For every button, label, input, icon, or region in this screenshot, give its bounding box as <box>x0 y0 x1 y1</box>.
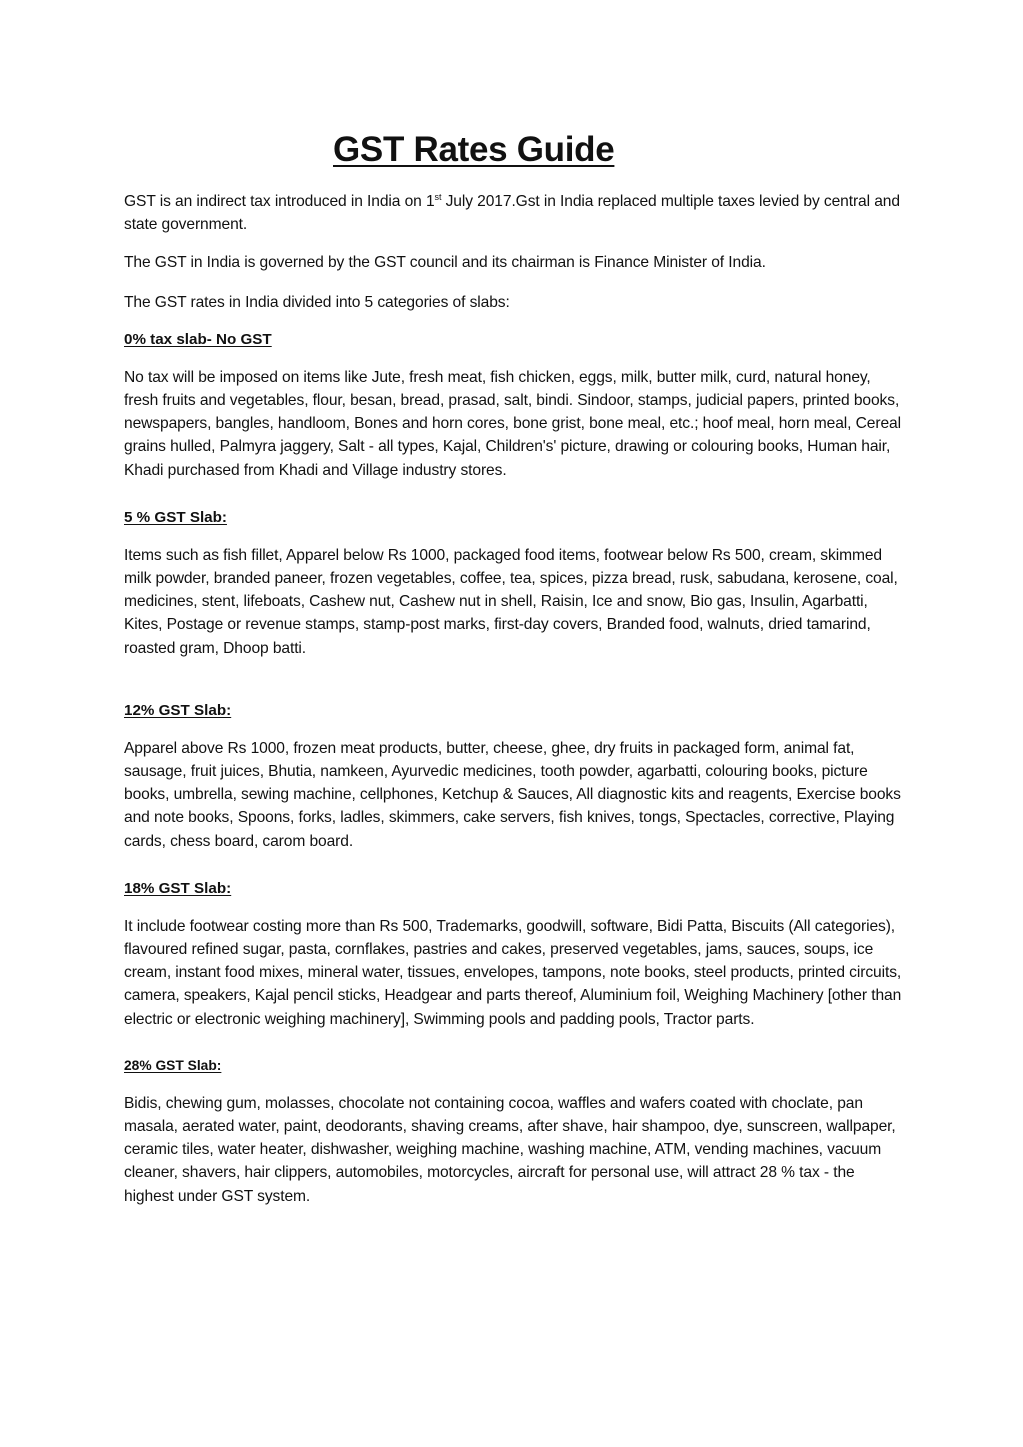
slab-heading-28-percent: 28% GST Slab: <box>124 1057 222 1073</box>
intro-text-continued: July 2017.Gst in India replaced multiple taxes levied by central and state government. <box>124 193 900 234</box>
slab-heading-0-percent: 0% tax slab- No GST <box>124 330 272 348</box>
slab-body-28-percent: Bidis, chewing gum, molasses, chocolate not containing cocoa, waffles and wafers coated with choclate, pan masala, aerated water, paint, deodorants, shaving creams, after shave, hair shampoo, dye, sunscreen, wallpaper, ceramic tiles, water heater, dishwasher, weighing machine, washing machine, ATM, vending machines, vacuum cleaner, shavers, hair clippers, automobiles, motorcycles, aircraft for personal use, will attract 28 % tax - the highest under GST system. <box>124 1094 896 1205</box>
ordinal-superscript: st <box>434 191 442 202</box>
categories-intro-paragraph: The GST rates in India divided into 5 categories of slabs: <box>124 293 510 311</box>
slab-body-18-percent: It include footwear costing more than Rs 500, Trademarks, goodwill, software, Bidi Patta, Biscuits (All categories), flavoured refined sugar, pasta, cornflakes, pastries and cakes, preserved vegetables, jams, sauces, soups, ice cream, instant food mixes, mineral water, tissues, envelopes, tampons, note books, steel products, printed circuits, camera, speakers, Kajal pencil sticks, Headgear and parts thereof, Aluminium foil, Weighing Machinery [other than electric or electronic weighing machinery], Swimming pools and padding pools, Tractor parts. <box>124 917 902 1028</box>
slab-heading-5-percent: 5 % GST Slab: <box>124 508 227 526</box>
page-title: GST Rates Guide <box>333 130 615 169</box>
council-paragraph: The GST in India is governed by the GST council and its chairman is Finance Minister of India. <box>124 254 766 272</box>
slab-heading-18-percent: 18% GST Slab: <box>124 879 232 897</box>
slab-body-0-percent: No tax will be imposed on items like Jute, fresh meat, fish chicken, eggs, milk, butter milk, curd, natural honey, fresh fruits and vegetables, flour, besan, bread, prasad, salt, bindi. Sindoor, stamps, judicial papers, printed books, newspapers, bangles, handloom, Bones and horn cores, bone grist, bone meal, etc.; hoof meal, horn meal, Cereal grains hulled, Palmyra jaggery, Salt - all types, Kajal, Children's' picture, drawing or colouring books, Human hair, Khadi purchased from Khadi and Village industry stores. <box>124 368 901 479</box>
intro-paragraph <box>124 190 904 236</box>
slab-body-12-percent: Apparel above Rs 1000, frozen meat products, butter, cheese, ghee, dry fruits in packaged form, animal fat, sausage, fruit juices, Bhutia, namkeen, Ayurvedic medicines, tooth powder, agarbatti, colouring books, picture books, umbrella, sewing machine, cellphones, Ketchup & Sauces, All diagnostic kits and reagents, Exercise books and note books, Spoons, forks, ladles, skimmers, cake servers, fish knives, tongs, Spectacles, corrective, Playing cards, chess board, carom board. <box>124 739 901 850</box>
slab-body-5-percent: Items such as fish fillet, Apparel below Rs 1000, packaged food items, footwear below Rs 500, cream, skimmed milk powder, branded paneer, frozen vegetables, coffee, tea, spices, pizza bread, rusk, sabudana, kerosene, coal, medicines, stent, lifeboats, Cashew nut, Cashew nut in shell, Raisin, Ice and snow, Bio gas, Insulin, Agarbatti, Kites, Postage or revenue stamps, stamp-post marks, first-day covers, Branded food, walnuts, dried tamarind, roasted gram, Dhoop batti. <box>124 546 898 657</box>
intro-text: GST is an indirect tax introduced in India on 1 <box>124 193 435 210</box>
document-page <box>124 126 904 1208</box>
slab-heading-12-percent: 12% GST Slab: <box>124 701 232 719</box>
